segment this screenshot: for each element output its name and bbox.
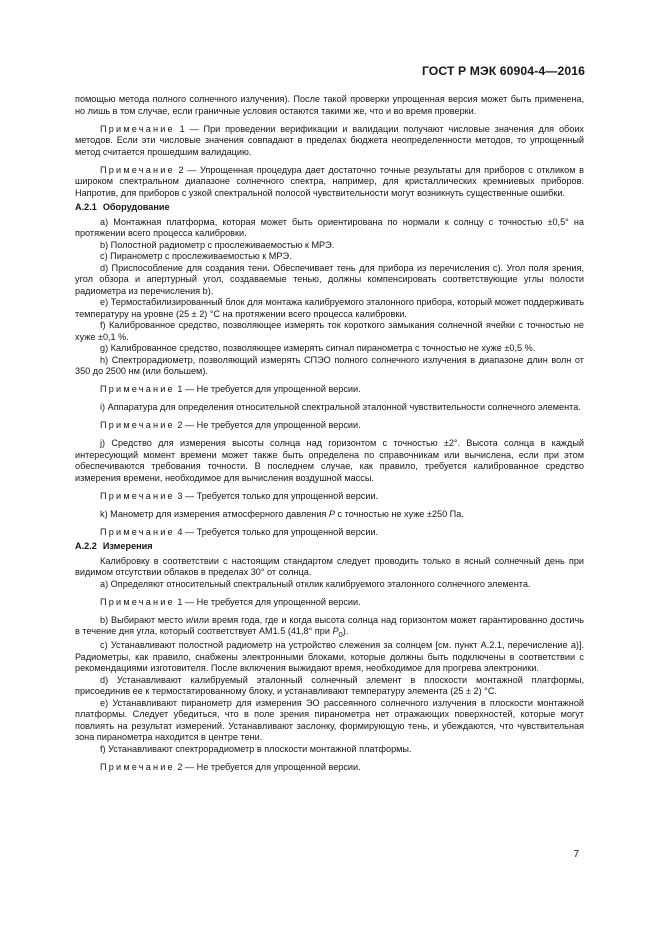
note <box>75 491 584 503</box>
section-title: Измерения <box>102 541 153 551</box>
note-text: 2 — Упрощенная процедура дает достаточно точные результаты для приборов с откликом в широком спектральном диапазоне солнечного спектра, например, для кристаллических кремниевых приборов. Напротив, для приборов с узкой спектральной полосой чувствительности могут возникнуть существенные ошибки. <box>75 164 584 198</box>
list-item: c) Устанавливают полостной радиометр на устройство слежения за солнцем [см. пункт А.2.1, перечисление а)]. Радиометры, как правило, снабжены электронными блоками, которые должны быть подключены в соответствии с рекомендациями изготовителя. После включения выжидают время, необходимое для прогрева электроники. <box>75 640 584 674</box>
page-header: ГОСТ Р МЭК 60904-4—2016 <box>421 64 585 78</box>
subscript: 0 <box>338 629 343 639</box>
note-text: 1 — При проведении верификации и валидации получают числовые значения для обоих методов. Если эти числовые значения совпадают в пределах бюджета неопределенности методов, то упрощенный метод считается прошедшим валидацию. <box>75 123 584 157</box>
list-item: e) Термостабилизированный блок для монтажа калибруемого эталонного прибора, который может поддерживать температуру на уровне (25 ± 2) °С на протяжении всего процесса калибровки. <box>75 297 584 319</box>
note <box>75 597 584 609</box>
note-label: Примечание <box>100 596 175 607</box>
list-item: d) Приспособление для создания тени. Обеспечивает тень для прибора из перечисления с). Угол поля зрения, угол обзора и апертурный угол, создаваемые тенью, должны компенсировать соответствующие углы полости радиометра из перечисления b). <box>75 262 584 296</box>
list-item-text: ). <box>342 626 349 636</box>
page-number: 7 <box>573 849 579 860</box>
note-label: Примечание <box>100 123 175 134</box>
list-item: g) Калиброванное средство, позволяющее измерять сигнал пиранометра с точностью не хуже ±0,5 %. <box>100 343 536 353</box>
section-heading <box>75 202 584 214</box>
variable: P <box>332 626 339 636</box>
note-label: Примечание <box>100 420 175 430</box>
list-item: j) Средство для измерения высоты солнца над горизонтом с точностью ±2°. Высота солнца в каждый интересующий момент времени может также быть определена по справочникам или вычислена, если при этом обеспечиваются требования точности. В последнем случае, как правило, требуется калиброванное средство измерения времени, необходимое для вычисления воздушной массы. <box>75 438 584 483</box>
list-item <box>75 615 584 641</box>
note-label: Примечание <box>100 384 175 394</box>
list-item: f) Устанавливают спектрорадиометр в плоскости монтажной платформы. <box>100 743 412 754</box>
note-text: 2 — Не требуется для упрощенной версии. <box>174 761 361 772</box>
note <box>75 527 584 539</box>
note-text: 1 — Не требуется для упрощенной версии. <box>174 596 361 607</box>
note-label: Примечание <box>100 490 175 501</box>
list-item: a) Определяют относительный спектральный отклик калибруемого эталонного солнечного элемента. <box>100 578 531 589</box>
note-text: 4 — Требуется только для упрощенной версии. <box>174 526 379 537</box>
list-item: h) Спектрорадиометр, позволяющий измерять СПЭО полного солнечного излучения в диапазоне длин волн от 350 до 2500 нм (или большем). <box>75 354 584 376</box>
section-heading <box>75 541 584 553</box>
section-number: А.2.2 <box>75 541 97 551</box>
note <box>75 762 584 774</box>
list-item-text: b) Выбирают место и/или время года, где и когда высота солнца над горизонтом может гарантированно достичь в течение дня угла, который соответствует АМ1.5 (41,8° при <box>75 614 584 636</box>
list-item: e) Устанавливают пиранометр для измерения ЭО рассеянного солнечного излучения в плоскости монтажной платформы. Следует убедиться, что в поле зрения пиранометра нет отражающих поверхностей, которые могут повлиять на результат измерений. Устанавливают заслонку, формирующую тень, и убеждаются, что чувствительная зона пиранометра находится в центре тени. <box>75 697 584 743</box>
note-label: Примечание <box>100 526 175 537</box>
note-label: Примечание <box>100 761 175 772</box>
note <box>75 165 584 200</box>
list-item: b) Полостной радиометр с прослеживаемостью к МРЭ. <box>100 239 335 250</box>
note <box>75 124 584 159</box>
section-title: Оборудование <box>102 202 170 212</box>
note-text: 3 — Требуется только для упрощенной версии. <box>174 490 379 501</box>
note <box>75 420 584 432</box>
list-item: c) Пиранометр с прослеживаемостью к МРЭ. <box>100 251 292 261</box>
list-item: f) Калиброванное средство, позволяющее измерять ток короткого замыкания солнечной ячейки с точностью не хуже ±0,1 %. <box>75 320 584 342</box>
list-item: d) Устанавливают калибруемый эталонный солнечный элемент в плоскости монтажной платформы, присоединив ее к термостатированному блоку, и устанавливают температуру элемента (25 ± 2) °С. <box>75 674 584 697</box>
document-body <box>75 94 584 773</box>
paragraph: помощью метода полного солнечного излучения). После такой проверки упрощенная версия может быть применена, но лишь в том случае, если граничные условия остаются такими же, что и во время проверки. <box>75 94 584 116</box>
section-number: А.2.1 <box>75 202 97 212</box>
list-item-text: с точностью не хуже ±250 Па. <box>335 508 464 519</box>
note-label: Примечание <box>100 164 175 175</box>
list-item <box>75 509 584 521</box>
list-item: i) Аппаратура для определения относительной спектральной эталонной чувствительности солнечного элемента. <box>100 402 581 412</box>
variable: P <box>328 508 335 519</box>
note-text: 1 — Не требуется для упрощенной версии. <box>174 384 361 394</box>
list-item: a) Монтажная платформа, которая может быть ориентирована по нормали к солнцу с точностью ±0,5° на протяжении всего процесса калибровки. <box>75 216 584 238</box>
note <box>75 384 584 396</box>
note-text: 2 — Не требуется для упрощенной версии. <box>174 420 361 430</box>
paragraph: Калибровку в соответствии с настоящим стандартом следует проводить только в ясный солнечный день при видимом отсутствии облаков в пределах 30° от солнца. <box>75 555 584 577</box>
list-item-text: k) Манометр для измерения атмосферного давления <box>100 508 329 519</box>
